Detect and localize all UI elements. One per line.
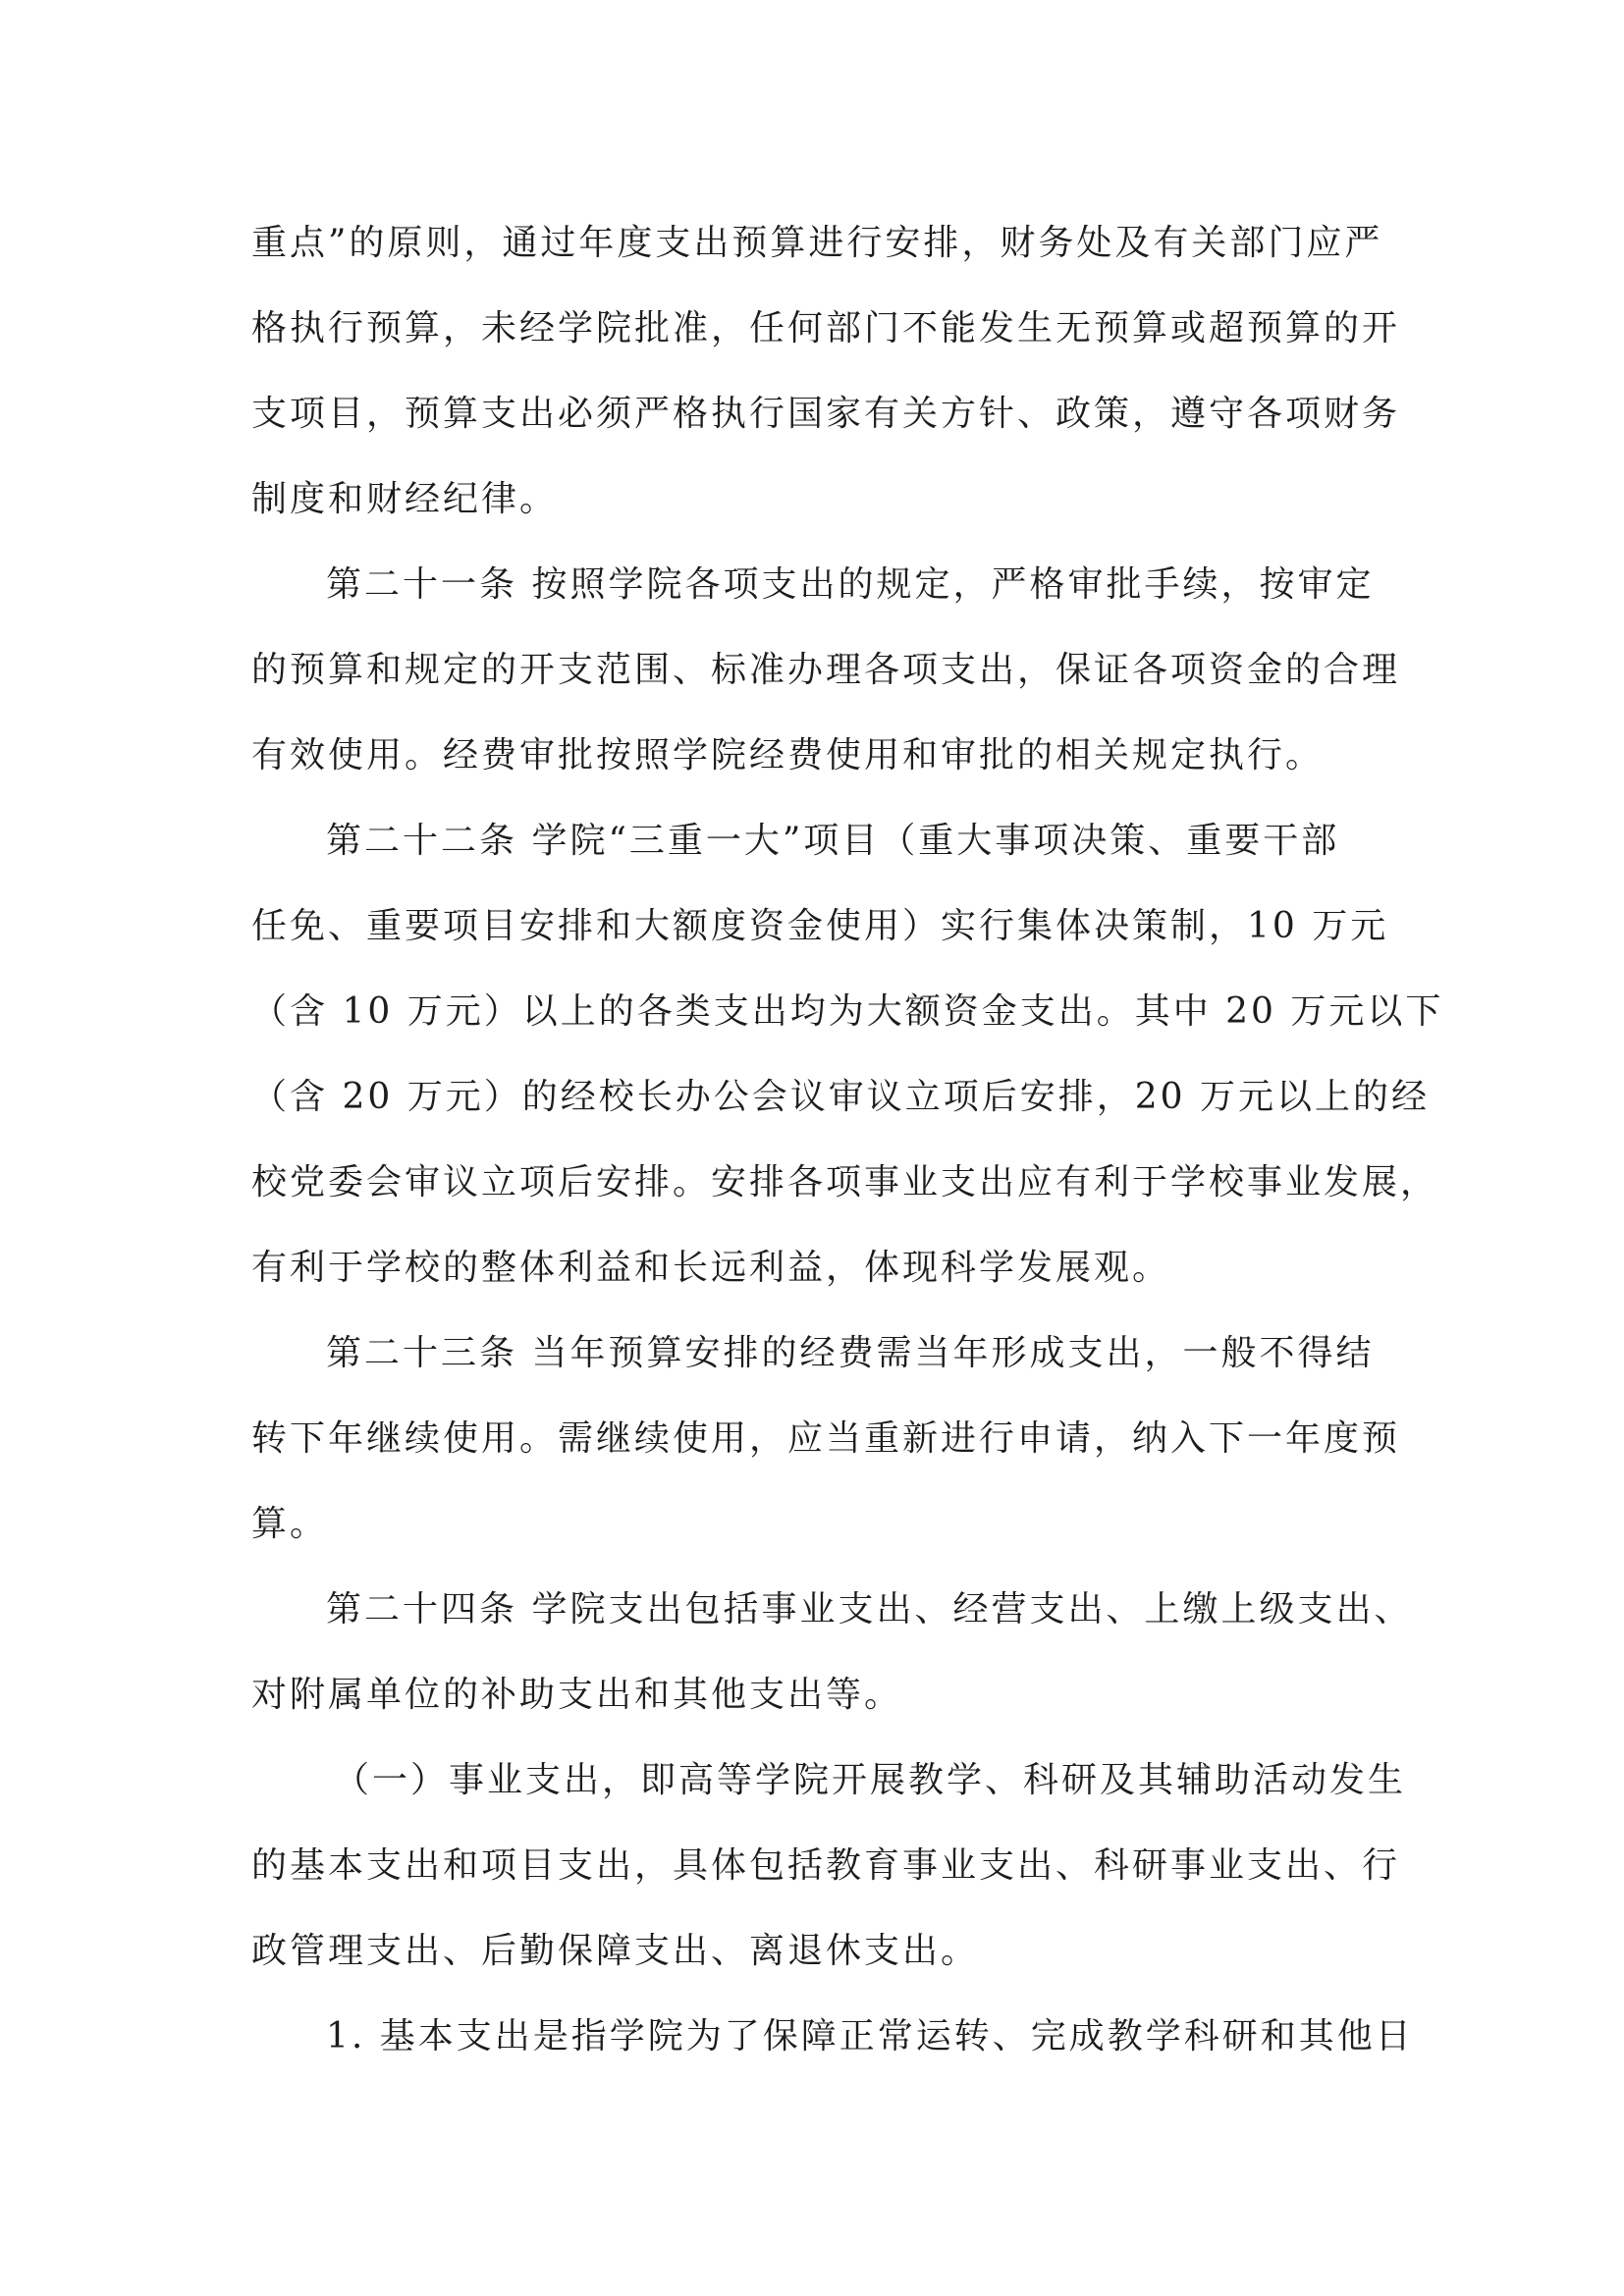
subsection-1-heading-line: （一）事业支出，即高等学院开展教学、科研及其辅助活动发生 xyxy=(334,1760,1407,1800)
article-24-heading-line: 第二十四条 学院支出包括事业支出、经营支出、上缴上级支出、 xyxy=(326,1589,1413,1629)
text-line: 有效使用。经费审批按照学院经费使用和审批的相关规定执行。 xyxy=(251,735,1325,775)
text-line: （含 10 万元）以上的各类支出均为大额资金支出。其中 20 万元以下 xyxy=(251,991,1444,1032)
article-23-heading-line: 第二十三条 当年预算安排的经费需当年形成支出，一般不得结 xyxy=(326,1333,1375,1373)
text-line: 重点”的原则，通过年度支出预算进行安排，财务处及有关部门应严 xyxy=(251,223,1383,263)
text-line: 支项目，预算支出必须严格执行国家有关方针、政策，遵守各项财务 xyxy=(251,394,1401,434)
text-line: 算。 xyxy=(251,1504,329,1544)
text-line: 校党委会审议立项后安排。安排各项事业支出应有利于学校事业发展， xyxy=(251,1162,1439,1202)
text-line: 的预算和规定的开支范围、标准办理各项支出，保证各项资金的合理 xyxy=(251,650,1401,690)
text-line: 的基本支出和项目支出，具体包括教育事业支出、科研事业支出、行 xyxy=(251,1845,1401,1886)
text-line: 政管理支出、后勤保障支出、离退休支出。 xyxy=(251,1931,980,1971)
article-21-heading-line: 第二十一条 按照学院各项支出的规定，严格审批手续，按审定 xyxy=(326,564,1375,605)
text-line: 格执行预算，未经学院批准，任何部门不能发生无预算或超预算的开 xyxy=(251,308,1401,348)
text-line: 转下年继续使用。需继续使用，应当重新进行申请，纳入下一年度预 xyxy=(251,1418,1401,1459)
text-line: 制度和财经纪律。 xyxy=(251,479,559,519)
article-22-heading-line: 第二十二条 学院“三重一大”项目（重大事项决策、重要干部 xyxy=(326,821,1340,861)
text-line: 任免、重要项目安排和大额度资金使用）实行集体决策制，10 万元 xyxy=(251,906,1389,946)
text-line: （含 20 万元）的经校长办公会议审议立项后安排，20 万元以上的经 xyxy=(251,1077,1430,1117)
text-line: 对附属单位的补助支出和其他支出等。 xyxy=(251,1675,903,1715)
text-line: 有利于学校的整体利益和长远利益，体现科学发展观。 xyxy=(251,1248,1171,1288)
item-1-heading-line: 1. 基本支出是指学院为了保障正常运转、完成教学科研和其他日 xyxy=(326,2016,1414,2056)
